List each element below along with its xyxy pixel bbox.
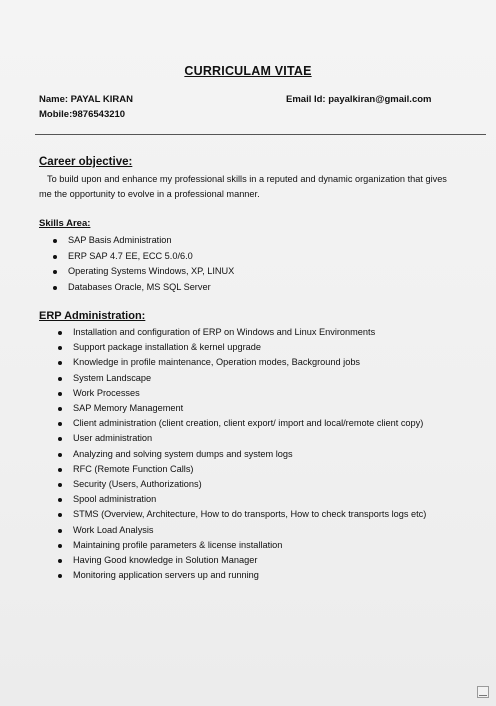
bullet-icon bbox=[53, 270, 57, 274]
list-item bbox=[58, 568, 468, 583]
erp-text: Knowledge in profile maintenance, Operation modes, Background jobs bbox=[73, 357, 361, 368]
bullet-icon bbox=[58, 544, 62, 548]
list-item bbox=[58, 492, 468, 507]
list-item bbox=[53, 233, 234, 249]
career-heading: Career objective: bbox=[39, 156, 133, 168]
name-line: Name: PAYAL KIRAN bbox=[39, 94, 133, 105]
erp-text: Installation and configuration of ERP on Windows and Linux Environments bbox=[73, 327, 376, 337]
erp-text: STMS (Overview, Architecture, How to do transports, How to check transports logs etc) bbox=[73, 509, 427, 520]
scroll-indicator-icon bbox=[477, 686, 489, 698]
erp-heading: ERP Administration: bbox=[39, 310, 146, 322]
skill-text: ERP SAP 4.7 EE, ECC 5.0/6.0 bbox=[68, 250, 193, 261]
bullet-icon bbox=[58, 453, 62, 457]
bullet-icon bbox=[58, 559, 62, 563]
erp-text: Work Processes bbox=[73, 387, 140, 398]
list-item bbox=[58, 386, 468, 401]
list-item bbox=[53, 280, 234, 296]
list-item bbox=[58, 355, 468, 370]
erp-text: SAP Memory Management bbox=[73, 403, 184, 414]
list-item bbox=[58, 371, 468, 386]
bullet-icon bbox=[53, 286, 57, 290]
erp-text: Maintaining profile parameters & license installation bbox=[73, 539, 283, 550]
list-item bbox=[58, 523, 468, 538]
bullet-icon bbox=[53, 239, 57, 243]
career-text: To build upon and enhance my professional skills in a reputed and dynamic organization that gives me the opportunity to evolve in a professional manner. bbox=[39, 174, 447, 199]
mobile-line: Mobile:9876543210 bbox=[39, 109, 126, 120]
skill-text: Operating Systems Windows, XP, LINUX bbox=[68, 266, 235, 276]
bullet-icon bbox=[58, 574, 62, 578]
bullet-icon bbox=[53, 255, 57, 259]
bullet-icon bbox=[58, 392, 62, 396]
bullet-icon bbox=[58, 331, 62, 335]
bullet-icon bbox=[58, 346, 62, 350]
erp-text: Support package installation & kernel upgrade bbox=[73, 342, 261, 353]
list-item bbox=[53, 264, 234, 280]
list-item bbox=[58, 431, 468, 446]
bullet-icon bbox=[58, 407, 62, 411]
list-item bbox=[58, 477, 468, 492]
skills-heading: Skills Area: bbox=[39, 218, 91, 229]
email-line: Email Id: payalkiran@gmail.com bbox=[286, 94, 432, 105]
bullet-icon bbox=[58, 377, 62, 381]
erp-text: Work Load Analysis bbox=[73, 524, 154, 535]
list-item bbox=[58, 401, 468, 416]
document-title: CURRICULAM VITAE bbox=[184, 64, 312, 78]
erp-list bbox=[58, 325, 468, 583]
bullet-icon bbox=[58, 437, 62, 441]
list-item bbox=[58, 325, 468, 340]
list-item bbox=[58, 507, 468, 522]
skill-text: SAP Basis Administration bbox=[68, 235, 172, 245]
erp-text: Monitoring application servers up and running bbox=[73, 570, 259, 581]
list-item bbox=[58, 538, 468, 553]
list-item bbox=[58, 462, 468, 477]
skill-text: Databases Oracle, MS SQL Server bbox=[68, 281, 211, 292]
erp-text: Spool administration bbox=[73, 494, 157, 505]
erp-text: Client administration (client creation, client export/ import and local/remote client copy) bbox=[73, 418, 424, 429]
erp-text: Security (Users, Authorizations) bbox=[73, 479, 202, 490]
list-item bbox=[58, 447, 468, 462]
bullet-icon bbox=[58, 513, 62, 517]
header-divider bbox=[35, 134, 486, 135]
erp-text: RFC (Remote Function Calls) bbox=[73, 463, 194, 474]
erp-text: User administration bbox=[73, 433, 153, 444]
list-item bbox=[58, 553, 468, 568]
erp-text: Analyzing and solving system dumps and system logs bbox=[73, 448, 293, 459]
list-item bbox=[58, 340, 468, 355]
list-item bbox=[58, 416, 468, 431]
erp-text: System Landscape bbox=[73, 372, 152, 383]
bullet-icon bbox=[58, 483, 62, 487]
bullet-icon bbox=[58, 529, 62, 533]
bullet-icon bbox=[58, 361, 62, 365]
erp-text: Having Good knowledge in Solution Manager bbox=[73, 555, 258, 566]
list-item bbox=[53, 249, 234, 265]
bullet-icon bbox=[58, 422, 62, 426]
skills-list bbox=[53, 233, 234, 295]
bullet-icon bbox=[58, 468, 62, 472]
bullet-icon bbox=[58, 498, 62, 502]
